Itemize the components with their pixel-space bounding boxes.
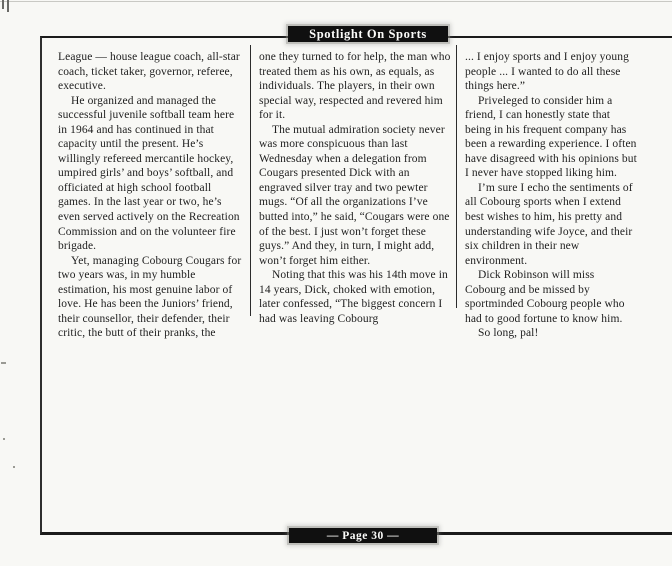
paragraph: The mutual admiration society never was more conspicuous than last Wednesday when a delegation from Cougars presented Dick with an engraved silver tray and two pewter mugs. “Of all the organizations I’ve butted into,” he said, “Cougars were one of the best. I just won’t forget these guys.” And they, in turn, I might add, won’t forget him either. [259, 123, 450, 267]
article-frame [40, 36, 672, 535]
paragraph: ... I enjoy sports and I enjoy young people ... I wanted to do all these things here.” [465, 51, 629, 93]
paragraph: Yet, managing Cobourg Cougars for two years was, in my humble estimation, his most genuine labor of love. He has been the Juniors’ friend, their counsellor, their defender, their critic, the butt of their pranks, the [58, 254, 242, 340]
article-column-2 [259, 50, 453, 326]
article-column-3 [465, 50, 637, 341]
page-number-text: — Page 30 — [326, 529, 400, 542]
section-header-title: Spotlight On Sports [309, 26, 427, 41]
scan-artifact [3, 438, 5, 440]
page-number-ribbon [289, 528, 437, 543]
scan-artifact [0, 1, 672, 2]
paragraph: one they turned to for help, the man who treated them as his own, as equals, as individuals. The players, in their own special way, respected and revered him for it. [259, 51, 451, 122]
section-header-ribbon [288, 26, 448, 42]
article-column-1 [58, 50, 244, 341]
column-divider [456, 45, 457, 308]
paragraph: Noting that this was his 14th move in 14 years, Dick, choked with emotion, later confessed, “The biggest concern I had was leaving Cobourg [259, 269, 448, 325]
paragraph: Priveleged to consider him a friend, I can honestly state that being in his frequent company has been a rewarding experience. I often have disagreed with his opinions but I never have stopped liking him. [465, 94, 637, 180]
scan-artifact [13, 466, 15, 468]
paragraph: Dick Robinson will miss Cobourg and be missed by sportminded Cobourg people who had to good fortune to know him. [465, 269, 625, 325]
paragraph: He organized and managed the successful juvenile softball team here in 1964 and has continued in that capacity until the present. He’s willingly refereed mercantile hockey, umpired girls’ and boys’ softball, and officiated at high school football games. In the last year or two, he’s even served actively on the Recreation Commission and on the volunteer fire brigade. [58, 94, 240, 253]
paragraph: League — house league coach, all-star coach, ticket taker, governor, referee, executive. [58, 51, 240, 93]
paragraph: So long, pal! [478, 327, 539, 340]
paragraph: I’m sure I echo the sentiments of all Cobourg sports when I extend best wishes to him, his pretty and understanding wife Joyce, and their six children in their new environment. [465, 181, 633, 267]
scan-artifact [2, 0, 4, 9]
column-divider [250, 45, 251, 316]
scan-artifact [1, 362, 6, 364]
scan-artifact [7, 0, 9, 12]
